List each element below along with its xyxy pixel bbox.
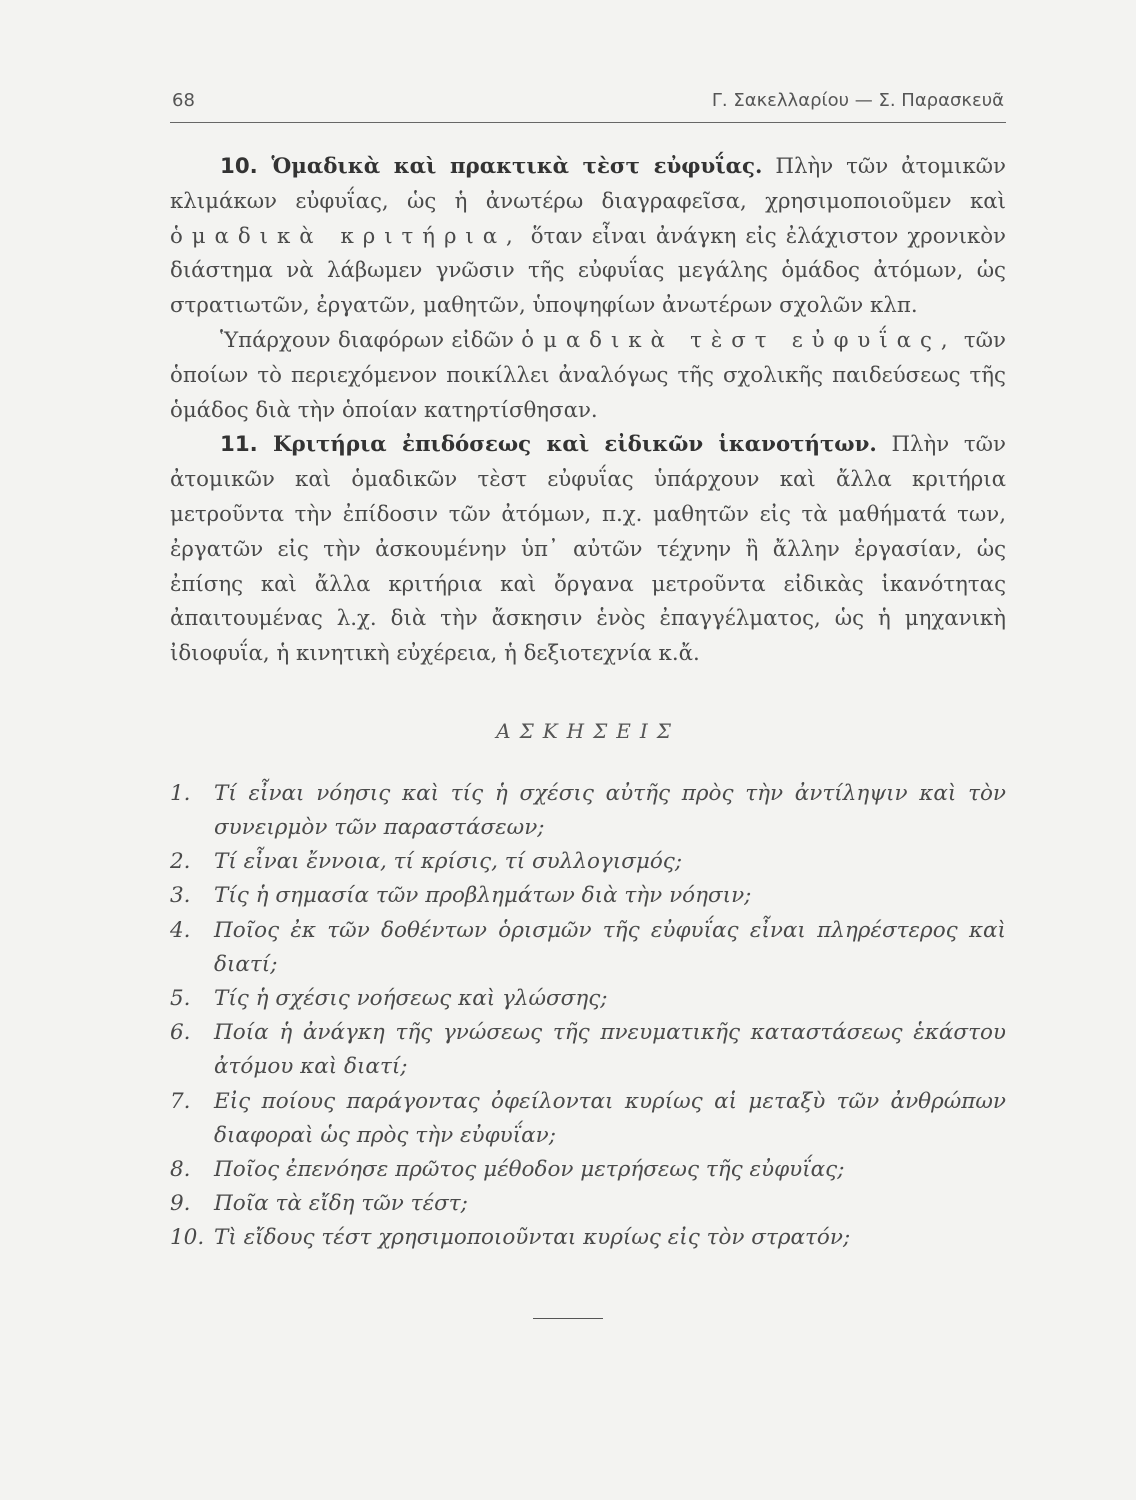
section-10-spaced-a: ὁμαδικὰ κριτήρια, (170, 223, 522, 249)
page-body (170, 150, 1006, 1256)
exercise-list (170, 777, 1006, 1256)
exercise-item (170, 879, 1006, 913)
section-10-text-d: τῶν ὁποίων τὸ περιεχόμενον ποικίλλει ἀναλόγως τῆς σχολικῆς παιδεύσεως τῆς ὁμάδος διὰ τὴν ὁποίαν κατηρτίσθησαν. (170, 327, 1006, 423)
exercise-text: Τὶ εἴδους τέστ χρησιμοποιοῦνται κυρίως εἰς τὸν στρατόν; (214, 1225, 851, 1251)
end-rule (533, 1318, 603, 1319)
section-10-spaced-b: ὁμαδικὰ τὲστ εὐφυΐας, (521, 327, 957, 353)
section-11-paragraph (170, 428, 1006, 672)
exercise-item (170, 982, 1006, 1016)
section-11-number: 11. (220, 432, 258, 458)
exercise-number: 6. (170, 1020, 191, 1046)
exercise-item (170, 777, 1006, 845)
exercise-text: Εἰς ποίους παράγοντας ὀφείλονται κυρίως αἱ μεταξὺ τῶν ἀνθρώπων διαφοραὶ ὡς πρὸς τὴν εὐφυΐαν; (214, 1088, 1006, 1148)
exercise-item (170, 1187, 1006, 1221)
section-10-text-a: Πλὴν τῶν ἀτομικῶν κλιμάκων εὐφυΐας, ὡς ἡ ἀνωτέρω διαγραφεῖσα, χρησιμοποιοῦμεν καὶ (170, 154, 1006, 214)
exercise-number: 1. (170, 780, 191, 806)
exercise-item (170, 1016, 1006, 1084)
exercise-number: 10. (170, 1225, 205, 1251)
exercise-number: 4. (170, 917, 191, 943)
exercise-text: Ποῖος ἐκ τῶν δοθέντων ὁρισμῶν τῆς εὐφυΐας εἶναι πληρέστερος καὶ διατί; (214, 917, 1006, 977)
exercise-text: Τί εἶναι νόησις καὶ τίς ἡ σχέσις αὐτῆς πρὸς τὴν ἀντίληψιν καὶ τὸν συνειρμὸν τῶν παραστάσεων; (214, 780, 1006, 840)
section-10-heading (220, 154, 762, 179)
section-10-number: 10. (220, 154, 258, 179)
section-10-text-c: Ὑπάρχουν διαφόρων εἰδῶν (220, 327, 514, 353)
section-10-paragraph-2 (170, 324, 1006, 428)
section-11-text: Πλὴν τῶν ἀτομικῶν καὶ ὁμαδικῶν τὲστ εὐφυΐας ὑπάρχουν καὶ ἄλλα κριτήρια μετροῦντα τὴν ἐπίδοσιν τῶν ἀτόμων, π.χ. μαθητῶν εἰς τὰ μαθήματά των, ἐργατῶν εἰς τὴν ἀσκουμένην ὑπ᾽ αὐτῶν τέχνην ἢ ἄλλην ἐργασίαν, ὡς ἐπίσης καὶ ἄλλα κριτήρια καὶ ὄργανα μετροῦντα εἰδικὰς ἱκανότητας ἀπαιτουμένας λ.χ. διὰ τὴν ἄσκησιν ἑνὸς ἐπαγγέλματος, ὡς ἡ μηχανικὴ ἰδιοφυΐα, ἡ κινητικὴ εὐχέρεια, ἡ δεξιοτεχνία κ.ἄ. (170, 432, 1006, 667)
section-10-text-b: ὅταν εἶναι ἀνάγκη εἰς ἐλάχιστον χρονικὸν διάστημα νὰ λάβωμεν γνῶσιν τῆς εὐφυΐας μεγάλης ὁμάδος ἀτόμων, ὡς στρατιωτῶν, ἐργατῶν, μαθητῶν, ὑποψηφίων ἀνωτέρων σχολῶν κλπ. (170, 223, 1006, 319)
page-header (170, 88, 1006, 123)
running-title: Γ. Σακελλαρίου — Σ. Παρασκευᾶ (711, 90, 1004, 111)
exercise-item (170, 1085, 1006, 1153)
exercise-number: 8. (170, 1156, 191, 1182)
exercise-number: 7. (170, 1088, 191, 1114)
exercise-text: Τί εἶναι ἔννοια, τί κρίσις, τί συλλογισμός; (214, 849, 683, 875)
exercise-number: 3. (170, 883, 191, 909)
exercise-text: Τίς ἡ σχέσις νοήσεως καὶ γλώσσης; (214, 985, 608, 1011)
page-number: 68 (172, 90, 195, 111)
exercise-item (170, 914, 1006, 982)
section-11-heading (220, 432, 877, 457)
exercise-text: Τίς ἡ σημασία τῶν προβλημάτων διὰ τὴν νόησιν; (214, 883, 752, 909)
exercises-title: ΑΣΚΗΣΕΙΣ (496, 718, 680, 743)
exercise-item (170, 845, 1006, 879)
section-10-paragraph (170, 150, 1006, 324)
exercise-text: Ποῖα τὰ εἴδη τῶν τέστ; (214, 1191, 468, 1217)
exercise-number: 9. (170, 1191, 191, 1217)
exercise-number: 5. (170, 985, 191, 1011)
exercise-text: Ποία ἡ ἀνάγκη τῆς γνώσεως τῆς πνευματικῆς καταστάσεως ἑκάστου ἀτόμου καὶ διατί; (214, 1020, 1006, 1080)
exercise-text: Ποῖος ἐπενόησε πρῶτος μέθοδον μετρήσεως τῆς εὐφυΐας; (214, 1156, 845, 1182)
section-11-title: Κριτήρια ἐπιδόσεως καὶ εἰδικῶν ἱκανοτήτων. (273, 432, 877, 458)
exercise-item (170, 1153, 1006, 1187)
exercise-item (170, 1221, 1006, 1255)
exercise-number: 2. (170, 849, 191, 875)
section-10-title: Ὁμαδικὰ καὶ πρακτικὰ τὲστ εὐφυΐας. (271, 154, 763, 179)
